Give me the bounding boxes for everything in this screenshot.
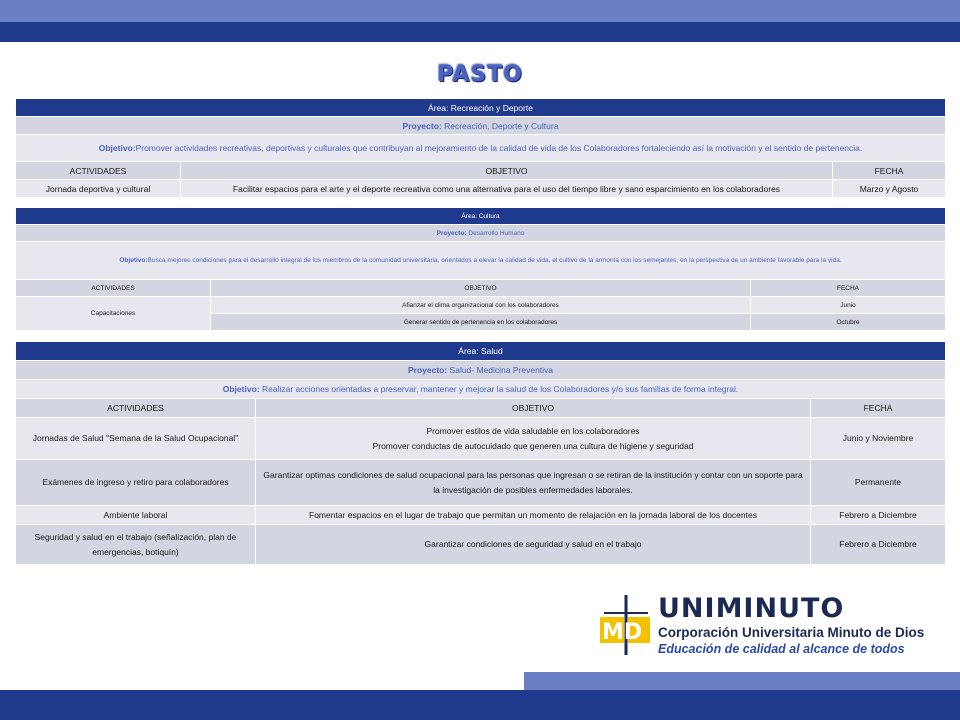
table-row <box>16 525 946 565</box>
cell-actividad: Ambiente laboral <box>16 506 256 525</box>
objetivo-label: Objetivo: <box>98 143 136 153</box>
cultura-table <box>15 207 946 331</box>
table-row <box>16 460 946 506</box>
col-header-objetivo: OBJETIVO <box>181 162 833 180</box>
cell-objetivo: Garantizar optimas condiciones de salud ocupacional para las personas que ingresan o se retiran de la institución y contar con un soporte para la investigación de posibles enfermedades laborales. <box>256 460 811 506</box>
top-band-light <box>0 0 960 22</box>
col-header-objetivo: OBJETIVO <box>211 280 751 297</box>
col-header-actividades: ACTIVIDADES <box>16 162 181 180</box>
table-row <box>16 418 946 460</box>
recreacion-table <box>15 98 946 198</box>
objetivo-value: Promover actividades recreativas, deportivas y culturales que contribuyan al mejoramiento de la calidad de vida de los Colaboradores fortaleciendo así la motivación y el sentido de pertenencia. <box>135 143 863 153</box>
area-header: Área: Cultura <box>16 208 946 225</box>
objetivo-row <box>16 135 946 162</box>
proyecto-row <box>16 361 946 380</box>
cell-fecha: Febrero a Diciembre <box>811 506 946 525</box>
top-band-dark <box>0 22 960 42</box>
cell-fecha: Permanente <box>811 460 946 506</box>
table-row <box>16 180 946 198</box>
cell-fecha: Junio y Noviembre <box>811 418 946 460</box>
proyecto-row <box>16 117 946 135</box>
proyecto-label: Proyecto: <box>402 120 442 131</box>
cell-objetivo: Garantizar condiciones de seguridad y salud en el trabajo <box>256 525 811 565</box>
logo-subtitle: Corporación Universitaria Minuto de Dios <box>658 625 925 640</box>
cell-actividad: Capacitaciones <box>16 297 211 331</box>
objetivo-line: Promover conductas de autocuidado que generen una cultura de higiene y seguridad <box>372 440 694 451</box>
objetivo-value: Busca mejores condiciones para el desarrollo integral de los miembros de la comunidad universitaria, orientados a elevar la calidad de vida, el cultivo de la armonía con los semejantes, en la perspectiva de un ambiente favorable para la vida. <box>147 257 842 264</box>
proyecto-label: Proyecto: <box>436 229 467 237</box>
cell-actividad: Exámenes de ingreso y retiro para colaboradores <box>16 460 256 506</box>
table-row <box>16 506 946 525</box>
logo-name: UNIMINUTO <box>658 593 845 624</box>
logo-mark-text: MD <box>602 620 643 645</box>
objetivo-label: Objetivo: <box>222 383 260 394</box>
cell-fecha: Marzo y Agosto <box>833 180 946 198</box>
col-header-objetivo: OBJETIVO <box>256 399 811 418</box>
bottom-band-light <box>524 672 960 690</box>
objetivo-label: Objetivo: <box>119 257 148 264</box>
cell-objetivo: Generar sentido de pertenencia en los colaboradores <box>211 314 751 331</box>
md-logo-mark-icon <box>596 595 656 655</box>
col-header-fecha: FECHA <box>811 399 946 418</box>
col-header-actividades: ACTIVIDADES <box>16 280 211 297</box>
objetivo-value: Realizar acciones orientadas a preservar, mantener y mejorar la salud de los Colaboradores y/o sus familias de forma integral. <box>259 383 739 394</box>
area-header: Área: Recreación y Deporte <box>16 99 946 117</box>
cell-actividad: Jornada deportiva y cultural <box>16 180 181 198</box>
proyecto-value: Desarrollo Humano <box>466 229 525 237</box>
cell-objetivo: Fomentar espacios en el lugar de trabajo que permitan un momento de relajación en la jornada laboral de los docentes <box>256 506 811 525</box>
cell-fecha: Octubre <box>751 314 946 331</box>
cell-objetivo <box>256 418 811 460</box>
proyecto-value: Salud- Medicina Preventiva <box>447 364 554 375</box>
col-header-fecha: FECHA <box>833 162 946 180</box>
cell-actividad: Seguridad y salud en el trabajo (señalización, plan de emergencias, botiquín) <box>16 525 256 565</box>
uniminuto-logo <box>596 585 926 665</box>
col-header-actividades: ACTIVIDADES <box>16 399 256 418</box>
cell-fecha: Febrero a Diciembre <box>811 525 946 565</box>
proyecto-row <box>16 225 946 242</box>
cell-objetivo: Facilitar espacios para el arte y el deporte recreativa como una alternativa para el uso del tiempo libre y sano esparcimiento en los colaboradores <box>181 180 833 198</box>
area-header: Área: Salud <box>16 342 946 361</box>
objetivo-row <box>16 380 946 399</box>
proyecto-value: Recreación, Deporte y Cultura <box>441 120 559 131</box>
logo-slogan: Educación de calidad al alcance de todos <box>658 642 905 656</box>
col-header-fecha: FECHA <box>751 280 946 297</box>
cell-actividad: Jornadas de Salud "Semana de la Salud Ocupacional" <box>16 418 256 460</box>
proyecto-label: Proyecto: <box>407 364 448 375</box>
cell-objetivo: Afianzar el clima organizacional con los colaboradores <box>211 297 751 314</box>
objetivo-line: Promover estilos de vida saludable en los colaboradores <box>426 425 640 436</box>
bottom-band-dark <box>0 690 960 720</box>
objetivo-row <box>16 242 946 280</box>
cell-fecha: Junio <box>751 297 946 314</box>
table-row <box>16 297 946 314</box>
page-title: PASTO <box>437 62 523 87</box>
salud-table <box>15 341 946 565</box>
